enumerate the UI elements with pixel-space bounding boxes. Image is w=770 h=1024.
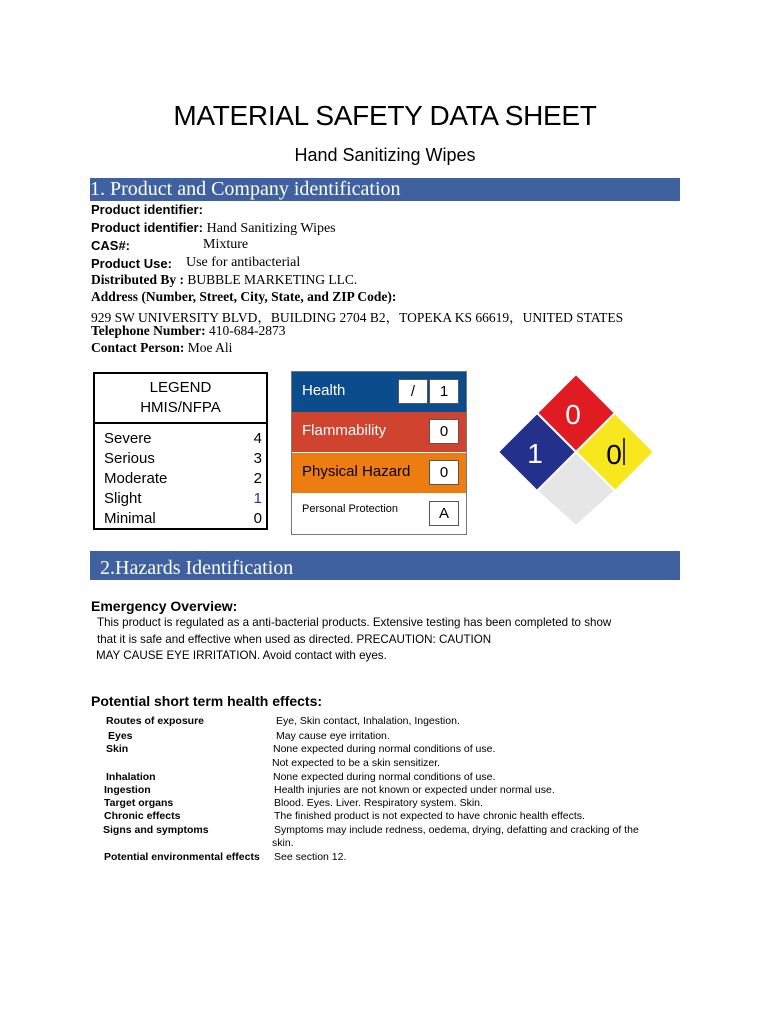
product-identifier-heading: Product identifier: <box>91 202 203 217</box>
hmis-flammability-row <box>292 412 466 452</box>
contact-value: Moe Ali <box>187 340 233 355</box>
use-label: Product Use: <box>91 256 172 271</box>
legend-row-label: Serious <box>104 450 155 467</box>
hmis-flammability-value: 0 <box>429 419 459 444</box>
effects-row-value: Symptoms may include redness, oedema, drying, defatting and cracking of the <box>274 824 639 836</box>
cas-label: CAS#: <box>91 238 131 253</box>
distributed-line <box>91 272 357 288</box>
nfpa-diamond <box>494 372 662 528</box>
effects-row-value: Eye, Skin contact, Inhalation, Ingestion. <box>276 715 460 727</box>
effects-row-label: Eyes <box>108 730 133 742</box>
emergency-text <box>97 615 611 665</box>
effects-row-value: Blood. Eyes. Liver. Respiratory system. Skin. <box>274 797 483 809</box>
nfpa-reactivity-value: 0 <box>606 439 622 470</box>
effects-row-label: Inhalation <box>106 771 156 783</box>
legend-title: LEGEND <box>149 379 212 396</box>
hmis-health-slash: / <box>398 379 428 404</box>
legend-row-label: Slight <box>104 490 142 507</box>
effects-row-value: None expected during normal conditions of use. <box>273 771 496 783</box>
nfpa-health-value: 1 <box>527 438 543 469</box>
legend-row <box>104 450 262 467</box>
use-value: Use for antibacterial <box>186 255 301 270</box>
legend-row <box>104 430 262 447</box>
product-identifier-label: Product identifier: <box>91 220 203 235</box>
emergency-line: that it is safe and effective when used as directed. PRECAUTION: CAUTION <box>97 632 492 646</box>
contact-line <box>91 340 232 356</box>
distributed-label: Distributed By : <box>91 272 185 287</box>
legend-header <box>95 374 266 424</box>
product-identifier-value: Hand Sanitizing Wipes <box>206 221 336 236</box>
effects-row-value: Not expected to be a skin sensitizer. <box>272 757 441 769</box>
effects-row-value: Health injuries are not known or expected under normal use. <box>274 784 555 796</box>
hmis-health-label: Health <box>302 382 346 399</box>
page-subtitle: Hand Sanitizing Wipes <box>294 145 476 165</box>
hmis-flammability-label: Flammability <box>302 422 387 439</box>
effects-row-label: Chronic effects <box>104 810 181 822</box>
effects-row-label: Signs and symptoms <box>103 824 209 836</box>
cas-value: Mixture <box>203 237 249 252</box>
page-title: MATERIAL SAFETY DATA SHEET <box>173 100 597 131</box>
hmis-health-row <box>292 372 466 412</box>
legend-row-value: 3 <box>253 450 262 467</box>
env-effects-label: Potential environmental effects <box>104 851 260 863</box>
legend-row-label: Moderate <box>104 470 168 487</box>
effects-row-label: Routes of exposure <box>106 715 205 727</box>
phone-label: Telephone Number: <box>91 323 206 338</box>
legend-row <box>104 470 262 487</box>
legend-row <box>104 490 262 507</box>
emergency-line: MAY CAUSE EYE IRRITATION. Avoid contact with eyes. <box>96 649 387 662</box>
phone-value: 410-684-2873 <box>209 323 286 338</box>
effects-row-label: Ingestion <box>104 784 151 796</box>
legend-subtitle: HMIS/NFPA <box>140 399 221 416</box>
legend-row-label: Minimal <box>104 510 156 527</box>
effects-row-value: None expected during normal conditions of use. <box>273 743 496 755</box>
env-effects-value: See section 12. <box>274 851 347 863</box>
contact-label: Contact Person: <box>91 340 185 355</box>
legend-row-label: Severe <box>104 430 152 447</box>
legend-row-value: 4 <box>253 430 262 447</box>
hmis-ppe-label: Personal Protection <box>302 503 398 515</box>
section-1-heading: 1. Product and Company identification <box>90 178 680 201</box>
legend-row-value: 0 <box>253 510 262 527</box>
distributed-value: BUBBLE MARKETING LLC. <box>187 272 358 287</box>
address-label: Address (Number, Street, City, State, and ZIP Code): <box>91 289 397 304</box>
effects-row-value: The finished product is not expected to have chronic health effects. <box>274 810 585 822</box>
address-value: 929 SW UNIVERSITY BLVD，BUILDING 2704 B2，TOPEKA KS 66619，UNITED STATES <box>91 310 624 325</box>
section-2-heading-text: 2.Hazards Identification <box>100 557 294 579</box>
hmis-ppe-row <box>292 494 466 534</box>
legend-row-value: 1 <box>253 490 262 507</box>
effects-row-value: May cause eye irritation. <box>276 730 390 742</box>
hmis-health-value: 1 <box>429 379 459 404</box>
emergency-heading: Emergency Overview: <box>91 598 238 614</box>
product-identifier-line <box>91 220 336 237</box>
hmis-physical-row <box>292 453 466 493</box>
emergency-line: This product is regulated as a anti-bacterial products. Extensive testing has been completed to show <box>97 616 612 629</box>
short-term-heading: Potential short term health effects: <box>91 693 323 709</box>
legend-row-value: 2 <box>253 470 262 487</box>
nfpa-fire-value: 0 <box>565 399 581 430</box>
phone-line <box>91 323 286 339</box>
effects-row-value: skin. <box>272 837 294 849</box>
hmis-ppe-value: A <box>429 501 459 526</box>
hmis-physical-value: 0 <box>429 460 459 485</box>
section-2-heading <box>90 551 680 580</box>
effects-row-label: Target organs <box>104 797 174 809</box>
effects-row-label: Skin <box>106 743 129 755</box>
hmis-physical-label: Physical Hazard <box>302 463 411 480</box>
legend-box <box>93 372 268 530</box>
legend-row <box>104 510 262 527</box>
